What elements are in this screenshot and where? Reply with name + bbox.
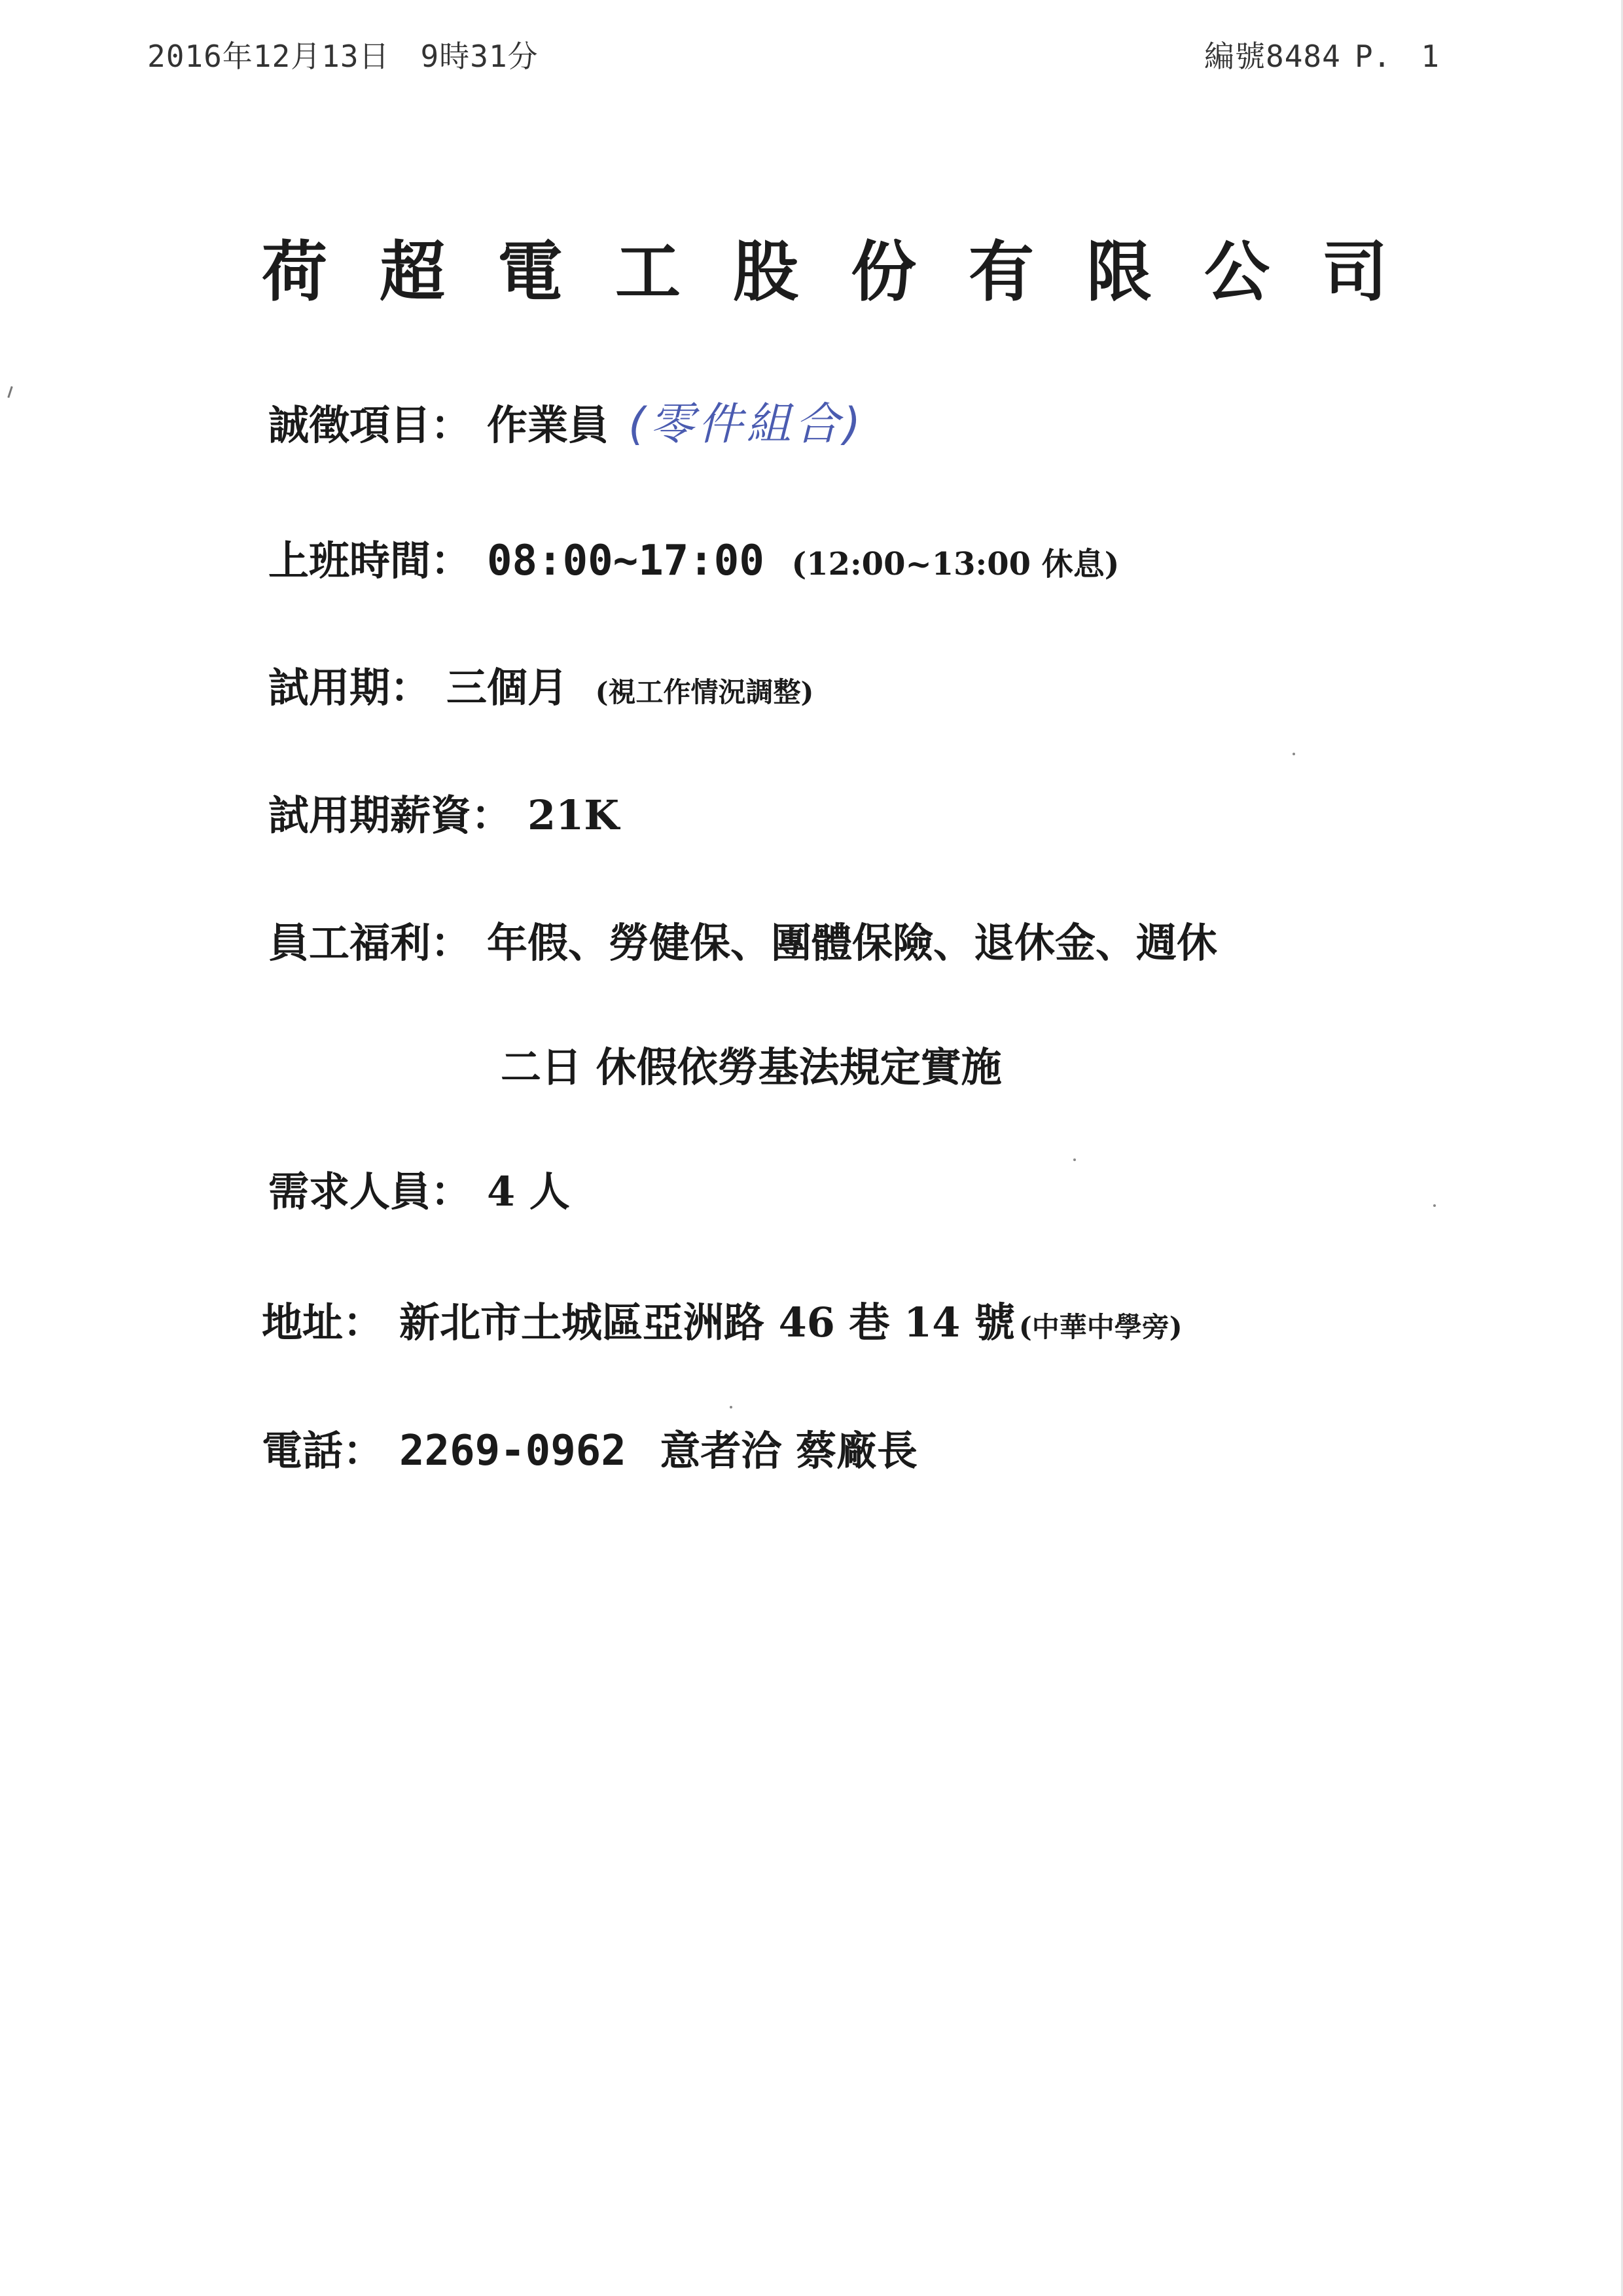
address-landmark-note: (中華中學旁) [1018,1311,1183,1343]
headcount-value: 4 人 [487,1168,570,1215]
job-title-row [268,399,865,450]
probation-row [268,664,814,711]
work-hours-row [268,537,1120,585]
benefits-label: 員工福利： [268,919,472,967]
scan-speck [730,1406,732,1408]
contact-person: 意者洽 蔡廠長 [660,1427,918,1475]
company-name-char: 工 [615,234,681,310]
probation-salary-label: 試用期薪資： [268,791,512,839]
job-title-label: 誠徵項目： [268,401,472,449]
company-name [262,219,1387,314]
probation-note: (視工作情況調整) [595,676,814,708]
probation-label: 試用期： [268,664,431,711]
scan-mark [7,386,12,398]
phone-number: 2269-0962 [399,1427,626,1475]
address-label: 地址： [262,1299,384,1346]
job-handwritten-note: (零件組合) [628,399,865,450]
fax-header [0,33,1623,79]
benefits-line-2: 二日 休假依勞基法規定實施 [501,1043,1002,1091]
company-name-char: 司 [1322,234,1387,310]
probation-salary-row [268,791,620,839]
headcount-label: 需求人員： [268,1168,472,1215]
company-name-char: 限 [1086,234,1152,310]
company-name-char: 公 [1204,234,1270,310]
phone-row [262,1427,918,1475]
company-name-char: 份 [851,234,916,310]
work-hours-value: 08:00~17:00 [487,537,764,585]
benefits-row [268,919,1218,967]
fax-datetime: 2016年12月13日 9時31分 [147,39,539,74]
address-value: 新北市土城區亞洲路 46 巷 14 號 [399,1299,1015,1346]
company-name-char: 有 [969,234,1034,310]
phone-label: 電話： [262,1427,384,1475]
break-time-note: (12:00~13:00 休息) [791,546,1120,583]
company-name-char: 股 [733,234,798,310]
headcount-row [268,1168,570,1215]
scan-speck [1073,1158,1076,1161]
company-name-char: 超 [380,234,445,310]
fax-number: 編號8484 [1204,39,1341,74]
benefits-continuation [501,1043,1002,1091]
probation-salary-value: 21K [527,791,620,839]
company-name-char: 電 [497,234,563,310]
work-hours-label: 上班時間： [268,537,472,584]
scan-speck [1433,1204,1436,1207]
fax-page-number: P. 1 [1355,39,1440,74]
probation-value: 三個月 [446,664,569,711]
job-title-value: 作業員 [487,401,609,449]
scan-speck [1293,753,1295,755]
address-row [262,1299,1183,1346]
company-name-char: 荷 [262,234,327,310]
benefits-line-1: 年假、勞健保、團體保險、退休金、週休 [487,919,1218,967]
